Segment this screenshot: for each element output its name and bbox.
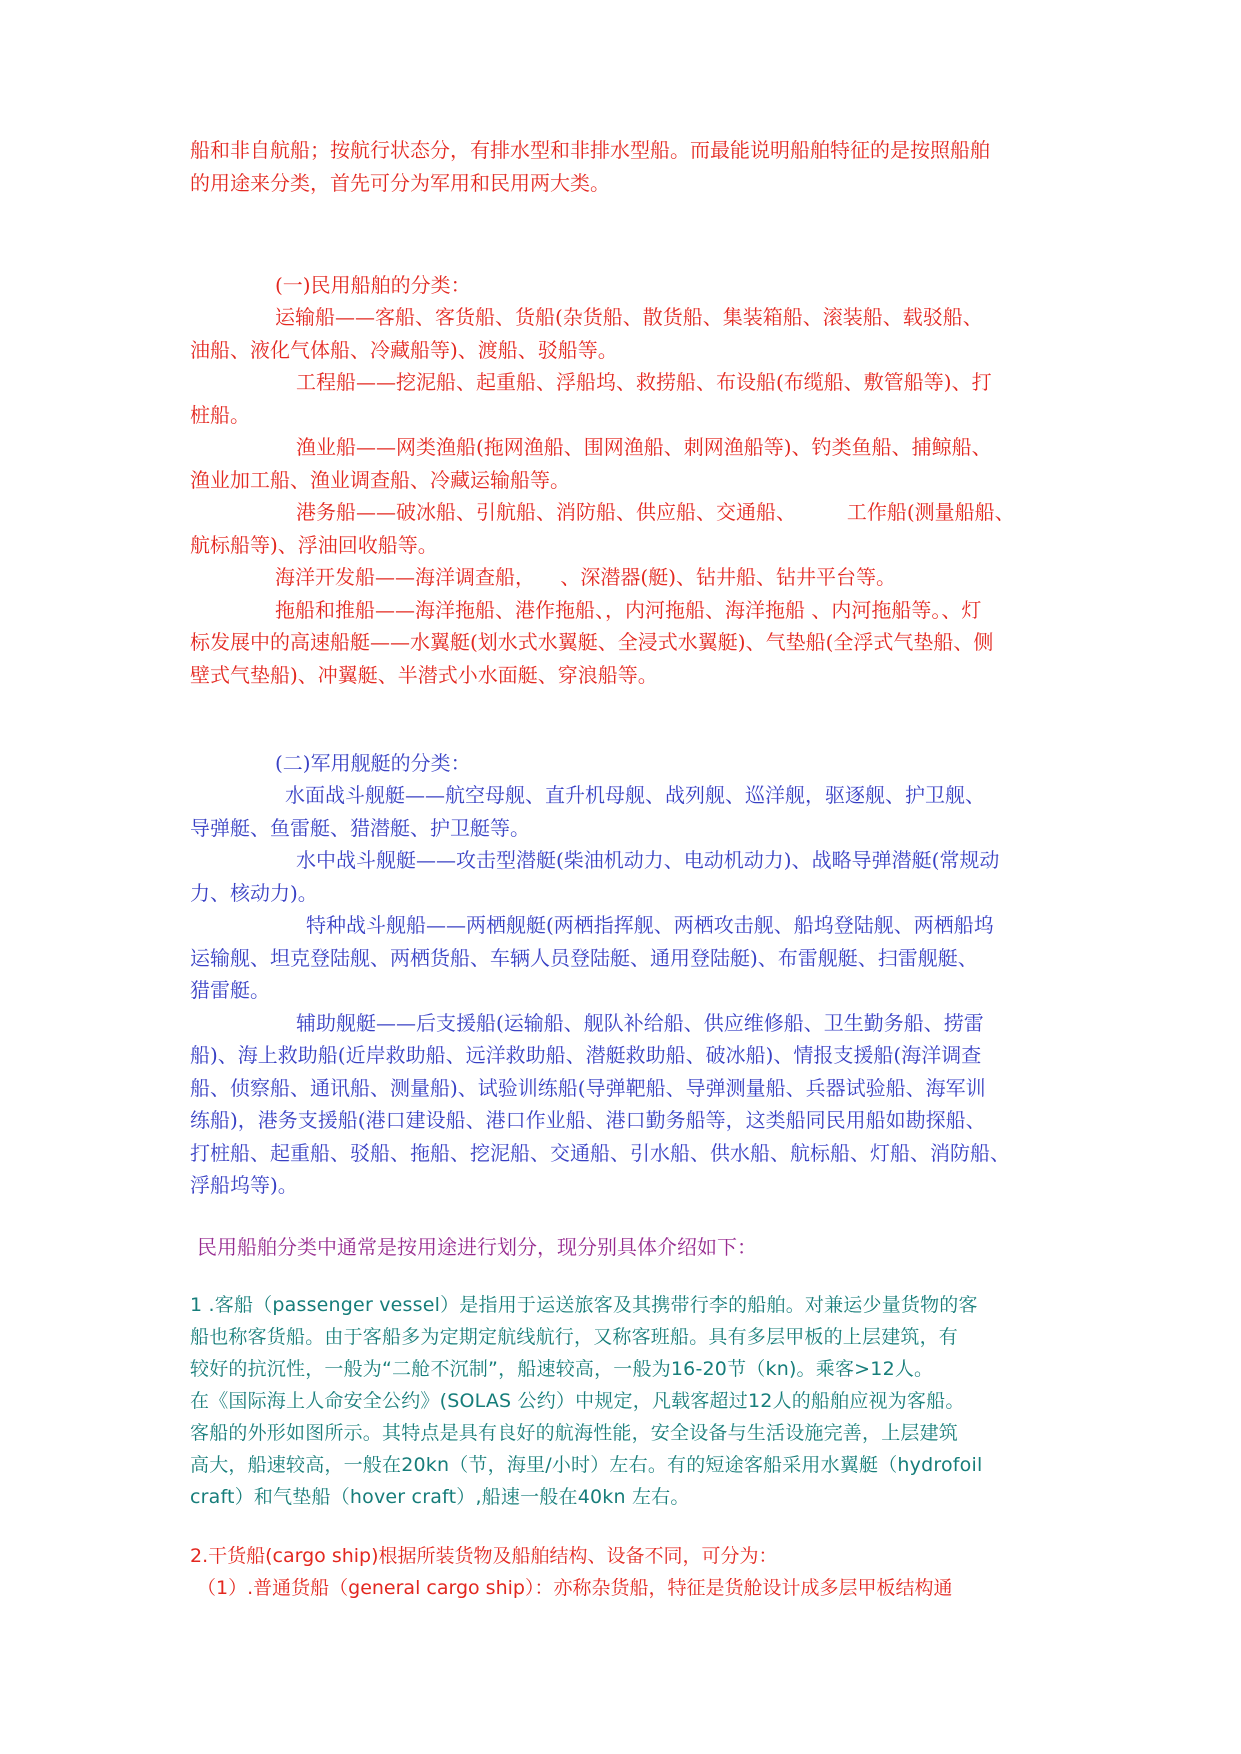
civil-line: 海洋开发船——海洋调查船， 、深潜器(艇)、钻井船、钻井平台等。: [275, 565, 897, 589]
passenger-line: 1 .客船（passenger vessel）是指用于运送旅客及其携带行李的船舶。对兼运少量货物的客: [190, 1294, 978, 1316]
intro-line: 船和非自航船；按航行状态分，有排水型和非排水型船。而最能说明船舶特征的是按照船舶: [190, 138, 990, 162]
cargo-sub-line: （1）.普通货船（general cargo ship）：亦称杂货船，特征是货舱设计成多层甲板结构通: [197, 1577, 953, 1599]
civil-line: 运输船——客船、客货船、货船(杂货船、散货船、集装箱船、滚装船、载驳船、: [275, 305, 983, 329]
military-heading: (二)军用舰艇的分类：: [275, 751, 471, 775]
civil-line: 壁式气垫船)、冲翼艇、半潜式小水面艇、穿浪船等。: [190, 663, 658, 687]
passenger-line: 高大，船速较高，一般在20kn（节，海里/小时）左右。有的短途客船采用水翼艇（hydrofoil: [190, 1454, 983, 1476]
passenger-line: craft）和气垫船（hover craft）,船速一般在40kn 左右。: [190, 1486, 690, 1508]
military-line: 运输舰、坦克登陆舰、两栖货船、车辆人员登陆艇、通用登陆艇)、布雷舰艇、扫雷舰艇、: [190, 946, 978, 970]
civil-line: 桩船。: [190, 403, 250, 427]
passenger-line: 客船的外形如图所示。其特点是具有良好的航海性能，安全设备与生活设施完善，上层建筑: [190, 1422, 959, 1444]
summary-line: 民用船舶分类中通常是按用途进行划分，现分别具体介绍如下：: [197, 1235, 757, 1259]
military-line: 辅助舰艇——后支援船(运输船、舰队补给船、供应维修船、卫生勤务船、捞雷: [296, 1011, 984, 1035]
military-line: 船)、海上救助船(近岸救助船、远洋救助船、潜艇救助船、破冰船)、情报支援船(海洋调查: [190, 1043, 982, 1067]
civil-line: 标发展中的高速船艇——水翼艇(划水式水翼艇、全浸式水翼艇)、气垫船(全浮式气垫船、侧: [190, 630, 994, 654]
military-line: 打桩船、起重船、驳船、拖船、挖泥船、交通船、引水船、供水船、航标船、灯船、消防船、: [190, 1141, 1010, 1165]
military-line: 水面战斗舰艇——航空母舰、直升机母舰、战列舰、巡洋舰，驱逐舰、护卫舰、: [285, 783, 985, 807]
passenger-line: 船也称客货船。由于客船多为定期定航线航行，又称客班船。具有多层甲板的上层建筑，有: [190, 1326, 959, 1348]
military-line: 特种战斗舰船——两栖舰艇(两栖指挥舰、两栖攻击舰、船坞登陆舰、两栖船坞: [306, 913, 994, 937]
military-line: 水中战斗舰艇——攻击型潜艇(柴油机动力、电动机动力)、战略导弹潜艇(常规动: [296, 848, 1000, 872]
intro-line: 的用途来分类，首先可分为军用和民用两大类。: [190, 171, 610, 195]
civil-heading: (一)民用船舶的分类：: [275, 273, 471, 297]
military-line: 浮船坞等)。: [190, 1173, 298, 1197]
civil-line: 港务船——破冰船、引航船、消防船、供应船、交通船、 工作船(测量船船、: [296, 500, 1015, 524]
civil-line: 工程船——挖泥船、起重船、浮船坞、救捞船、布设船(布缆船、敷管船等)、打: [296, 370, 992, 394]
passenger-line: 在《国际海上人命安全公约》(SOLAS 公约）中规定，凡载客超过12人的船舶应视为客船。: [190, 1390, 965, 1412]
military-line: 猎雷艇。: [190, 978, 270, 1002]
civil-line: 油船、液化气体船、冷藏船等)、渡船、驳船等。: [190, 338, 618, 362]
civil-line: 航标船等)、浮油回收船等。: [190, 533, 438, 557]
civil-line: 渔业船——网类渔船(拖网渔船、围网渔船、刺网渔船等)、钓类鱼船、捕鲸船、: [296, 435, 992, 459]
military-line: 练船)，港务支援船(港口建设船、港口作业船、港口勤务船等，这类船同民用船如勘探船、: [190, 1108, 986, 1132]
military-line: 船、侦察船、通讯船、测量船)、试验训练船(导弹靶船、导弹测量船、兵器试验船、海军训: [190, 1076, 986, 1100]
cargo-title: 2.干货船(cargo ship)根据所装货物及船舶结构、设备不同，可分为：: [190, 1545, 778, 1567]
civil-line: 拖船和推船——海洋拖船、港作拖船、，内河拖船、海洋拖船 、内河拖船等。、灯: [275, 598, 982, 622]
military-line: 力、核动力)。: [190, 881, 318, 905]
passenger-line: 较好的抗沉性，一般为“二舱不沉制”，船速较高，一般为16-20节（kn)。乘客>12人。: [190, 1358, 934, 1380]
military-line: 导弹艇、鱼雷艇、猎潜艇、护卫艇等。: [190, 816, 530, 840]
civil-line: 渔业加工船、渔业调查船、冷藏运输船等。: [190, 468, 570, 492]
